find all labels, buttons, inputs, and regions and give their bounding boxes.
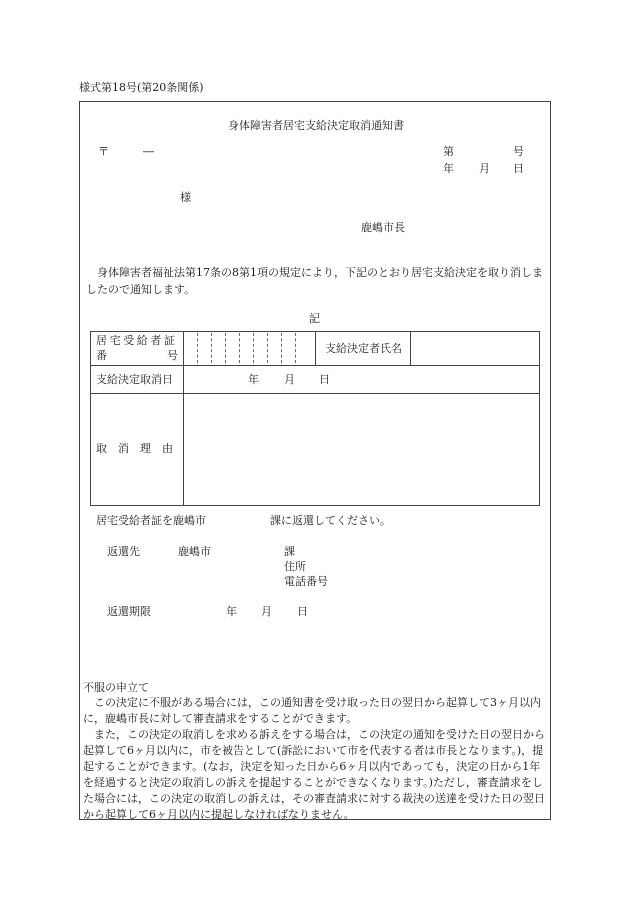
form-number: 様式第18号(第20条関係) (79, 81, 204, 94)
cancel-date-month: 月 (284, 373, 295, 386)
cancel-date-day: 日 (319, 373, 330, 386)
cancel-date-label: 支給決定取消日 (96, 373, 173, 386)
return-to-phone-label: 電話番号 (284, 575, 328, 588)
date-day: 日 (513, 162, 524, 175)
deadline-month: 月 (261, 605, 272, 618)
doc-number-dai: 第 (443, 145, 454, 158)
date-year: 年 (443, 162, 454, 175)
return-instruction-before: 居宅受給者証を鹿嶋市 (96, 514, 206, 527)
cert-number-label-top: 居宅受給者証 (96, 334, 178, 347)
ki-label: 記 (309, 312, 320, 325)
cancel-date-year: 年 (248, 373, 259, 386)
return-to-label: 返還先 (107, 545, 140, 558)
recipient-name-label: 支給決定者氏名 (325, 342, 402, 355)
body-text: 身体障害者福祉法第17条の8第1項の規定により，下記のとおり居宅支給決定を取り消しましたので通知します。 (86, 266, 543, 296)
cert-number-label-ban: 番 (96, 349, 107, 362)
return-instruction-after: 課に返還してください。 (270, 514, 391, 527)
objection-heading: 不服の申立て (83, 681, 149, 694)
return-to-city: 鹿嶋市 (178, 545, 211, 558)
deadline-day: 日 (297, 605, 308, 618)
cert-number-label-go: 号 (167, 349, 178, 362)
deadline-year: 年 (226, 605, 237, 618)
addressee-suffix: 様 (180, 191, 191, 204)
postal-mark: 〒 (98, 145, 109, 158)
sender: 鹿嶋市長 (361, 221, 405, 234)
objection-paragraph-1: この決定に不服がある場合には，この通知書を受け取った日の翌日から起算して3ヶ月以内に，鹿嶋市長に対して審査請求をすることができます。 (83, 696, 541, 725)
date-month: 月 (479, 162, 490, 175)
deadline-label: 返還期限 (107, 605, 151, 618)
return-to-address-label: 住所 (284, 560, 306, 573)
postal-dash: ― (143, 145, 154, 158)
document-title: 身体障害者居宅支給決定取消通知書 (228, 119, 404, 132)
reason-label: 取 消 理 由 (96, 442, 173, 455)
return-to-section: 課 (284, 545, 295, 558)
doc-number-go: 号 (513, 145, 524, 158)
objection-paragraph-2: また，この決定の取消しを求める訴えをする場合は，この決定の通知を受けた日の翌日から起算して6ヶ月以内に，市を被告として(訴訟において市を代表する者は市長となります。)，提起することができます。(なお，決定を知った日から6ヶ月以内であっても，決定の日から1年を経過すると決定の取消しの訴えを提起することができなくなります。)ただし，審査請求をした場合には，この決定の取消しの訴えは，その審査請求に対する裁決の送達を受けた日の翌日から起算して6ヶ月以内に提起しなければなりません。 (83, 728, 545, 821)
